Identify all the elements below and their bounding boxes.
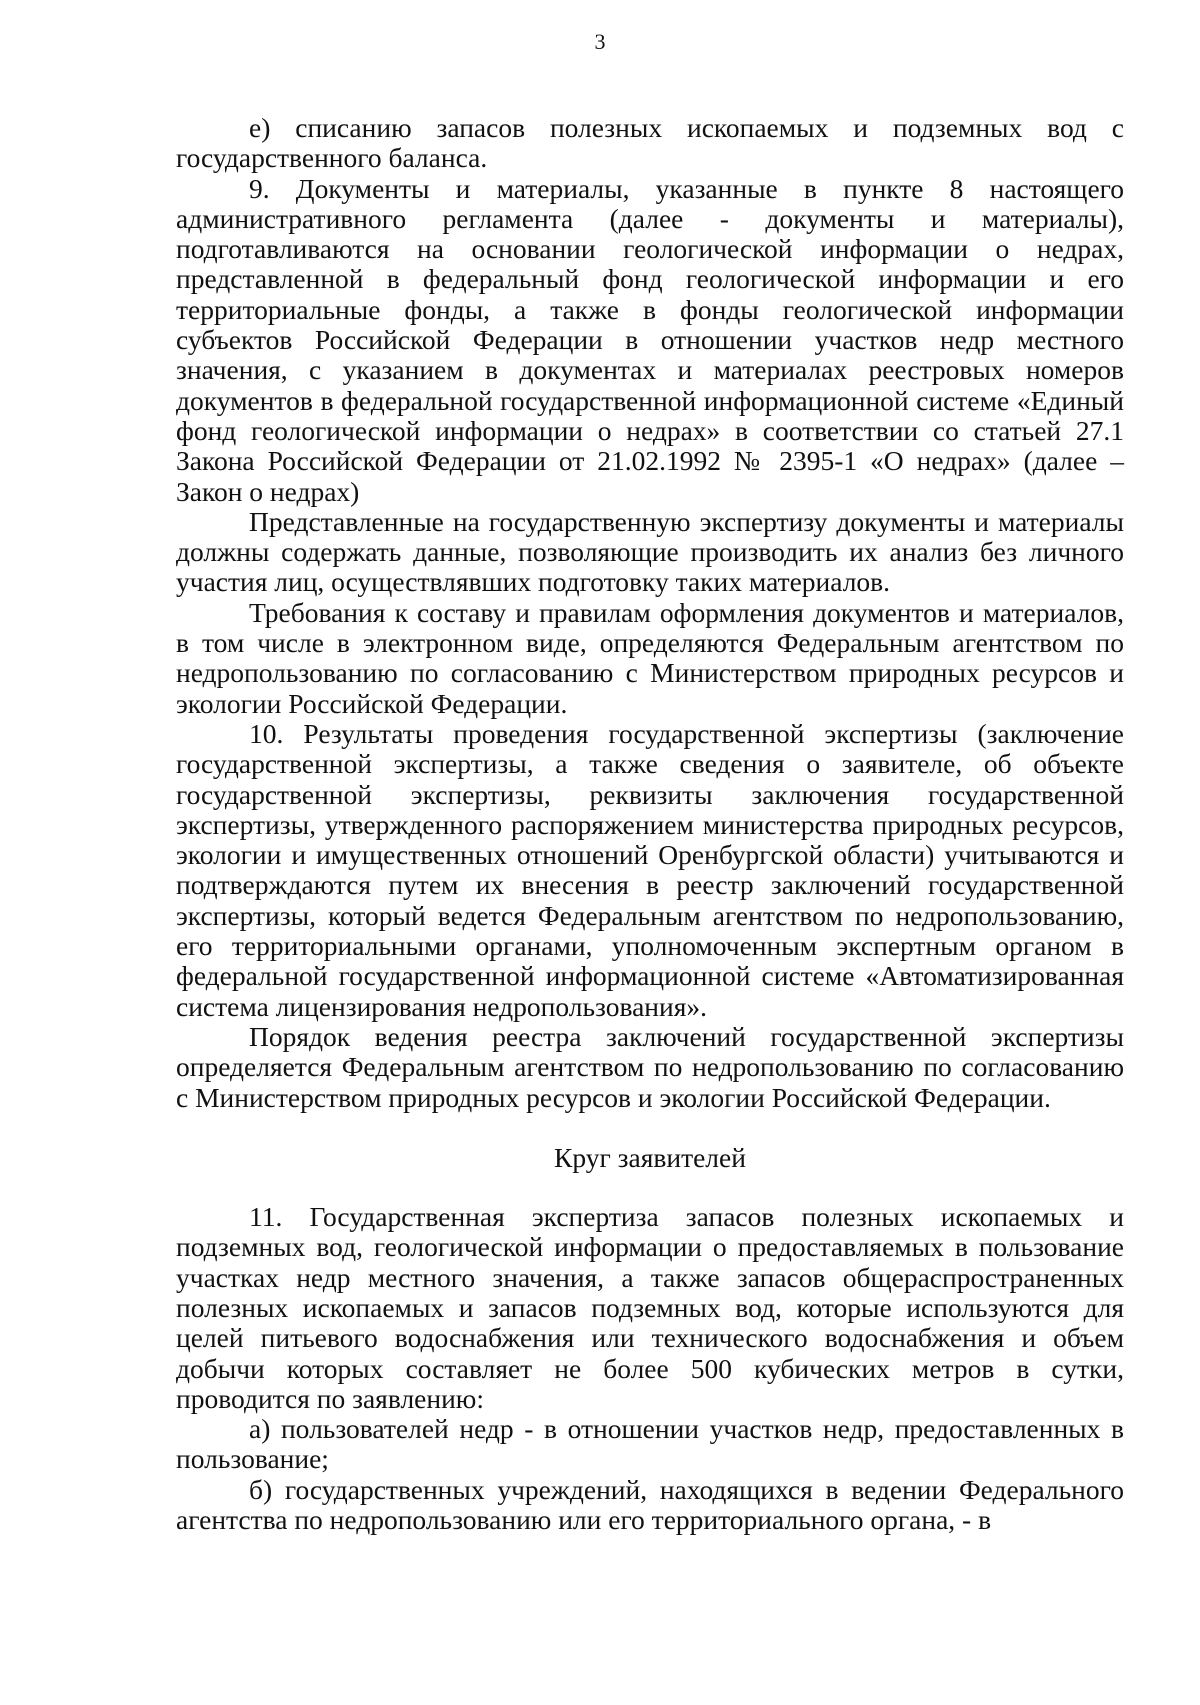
paragraph-10-registry-order: Порядок ведения реестра заключений государственной экспертизы определяется Федеральным агентством по недропользованию по согласованию с Министерством природных ресурсов и экологии Российской Федерации. — [176, 1020, 1124, 1113]
paragraph-item-e: е) списанию запасов полезных ископаемых и подземных вод с государственного баланса. — [176, 112, 1124, 174]
paragraph-9: 9. Документы и материалы, указанные в пункте 8 настоящего административного регламента (далее - документы и материалы), подготавливаются на основании геологической информации о недрах, представленной в федеральный фонд геологической информации и его территориальные фонды, а также в фонды геологической информации субъектов Российской Федерации в отношении участков недр местного значения, с указанием в документах и материалах реестровых номеров документов в федеральной государственной информационной системе «Единый фонд геологической информации о недрах» в соответствии со статьей 27.1 Закона Российской Федерации от 21.02.1992 № 2395-1 «О недрах» (далее – Закон о недрах) — [176, 172, 1124, 507]
paragraph-11-item-a: а) пользователей недр - в отношении участков недр, предоставленных в пользование; — [176, 1413, 1124, 1475]
paragraph-11-item-b: б) государственных учреждений, находящихся в ведении Федерального агентства по недропользованию или его территориального органа, - в — [176, 1473, 1124, 1536]
paragraph-11: 11. Государственная экспертиза запасов полезных ископаемых и подземных вод, геологической информации о предоставляемых в пользование участках недр местного значения, а также запасов общераспространенных полезных ископаемых и запасов подземных вод, которые используются для целей питьевого водоснабжения или технического водоснабжения и объем добычи которых составляет не более 500 кубических метров в сутки, проводится по заявлению: — [176, 1201, 1124, 1414]
paragraph-9-presented-materials: Представленные на государственную экспертизу документы и материалы должны содержать данные, позволяющие производить их анализ без личного участия лиц, осуществлявших подготовку таких материалов. — [176, 505, 1124, 598]
paragraph-10: 10. Результаты проведения государственной экспертизы (заключение государственной экспертизы, а также сведения о заявителе, об объекте государственной экспертизы, реквизиты заключения государственной экспертизы, утвержденного распоряжением министерства природных ресурсов, экологии и имущественных отношений Оренбургской области) учитываются и подтверждаются путем их внесения в реестр заключений государственной экспертизы, который ведется Федеральным агентством по недропользованию, его территориальными органами, уполномоченным экспертным органом в федеральной государственной информационной системе «Автоматизированная система лицензирования недропользования». — [176, 717, 1124, 1022]
page-number: 3 — [594, 29, 606, 54]
document-body — [176, 113, 1124, 1535]
paragraph-9-requirements: Требования к составу и правилам оформления документов и материалов, в том числе в электронном виде, определяются Федеральным агентством по недропользованию по согласованию с Министерством природных ресурсов и экологии Российской Федерации. — [176, 596, 1124, 719]
section-heading: Круг заявителей — [554, 1141, 746, 1173]
